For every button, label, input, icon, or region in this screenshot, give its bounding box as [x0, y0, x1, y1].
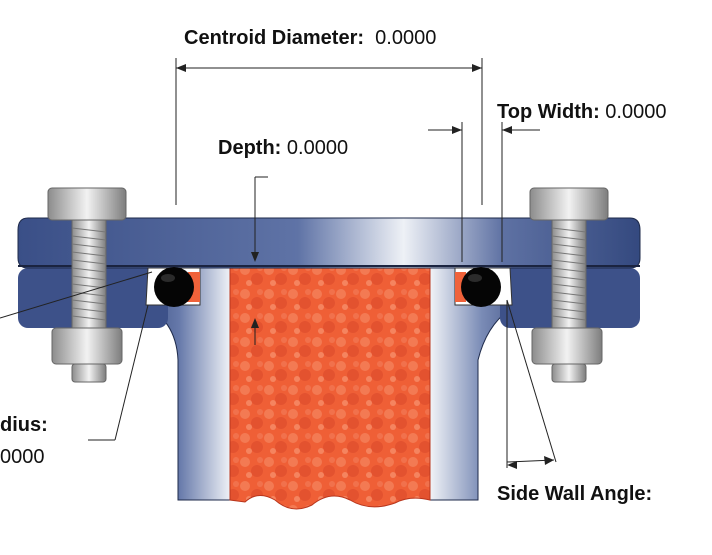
o-ring-right — [461, 267, 501, 307]
top-width-value: 0.0000 — [605, 101, 667, 123]
centroid-diameter-label: Centroid Diameter: 0.0000 — [184, 27, 437, 49]
fluid-column — [230, 268, 430, 509]
depth-value: 0.0000 — [286, 137, 349, 159]
side-wall-angle-label: Side Wall Angle: — [497, 483, 653, 505]
radius-value: 0000 — [0, 446, 45, 468]
radius-label: dius: — [0, 414, 48, 436]
o-ring-left — [154, 267, 194, 307]
upper-flange-plate — [18, 218, 640, 268]
depth-label: Depth: 0.0000 — [218, 137, 349, 159]
centroid-diameter-value: 0.0000 — [375, 27, 437, 49]
top-width-label: Top Width: 0.0000 — [497, 101, 667, 123]
